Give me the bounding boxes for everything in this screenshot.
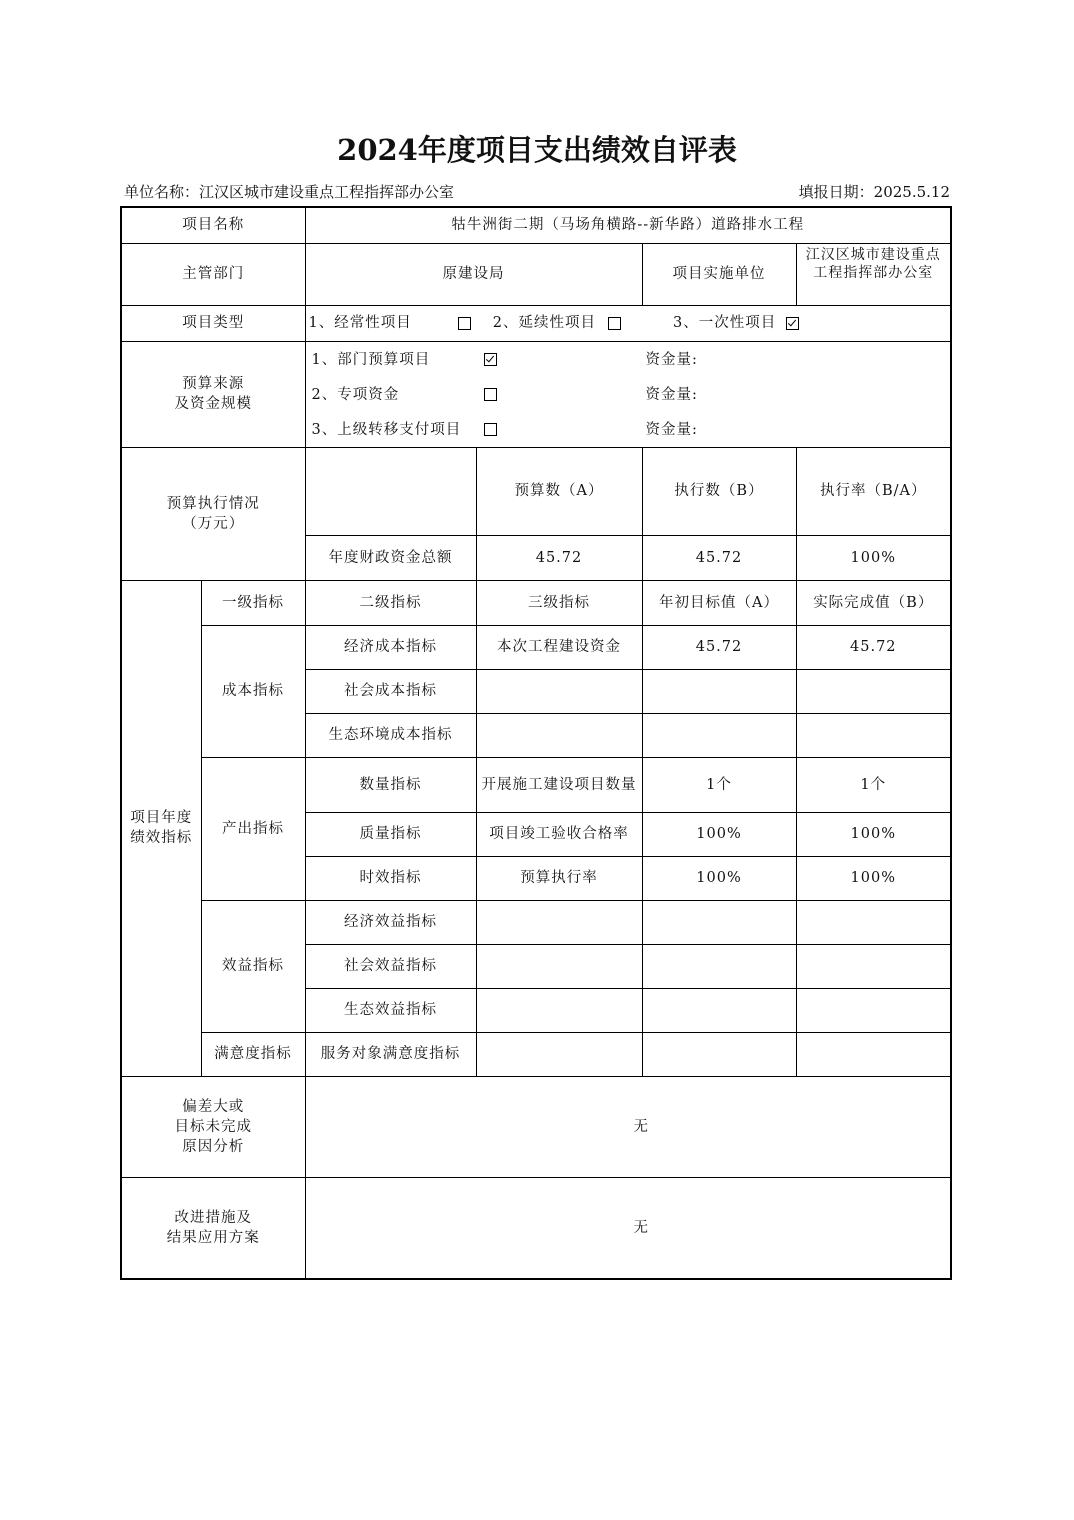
head-actual: 实际完成值（B）	[796, 580, 951, 625]
output-target: 1个	[642, 757, 796, 812]
dept-value: 原建设局	[305, 243, 642, 305]
source-item-label: 3、上级转移支付项目	[311, 421, 462, 438]
type-option-3: 3、一次性项目	[672, 315, 777, 331]
satisfaction-actual	[796, 1032, 951, 1076]
impl-unit-label: 项目实施单位	[642, 243, 796, 305]
table-row	[121, 1032, 951, 1076]
benefit-l3	[476, 900, 642, 944]
unit-name: 单位名称：江汉区城市建设重点工程指挥部办公室	[124, 183, 455, 201]
cost-target	[642, 713, 796, 757]
cost-l3	[476, 669, 642, 713]
output-l3: 开展施工建设项目数量	[476, 757, 642, 812]
exec-blank-cell	[305, 447, 476, 535]
output-actual: 100%	[796, 856, 951, 900]
budget-exec-label: 预算执行情况 （万元）	[121, 447, 305, 580]
benefit-l2: 社会效益指标	[305, 944, 476, 988]
exec-b: 45.72	[642, 535, 796, 580]
project-type-options	[305, 305, 951, 341]
head-level3: 三级指标	[476, 580, 642, 625]
self-evaluation-table	[120, 206, 952, 1280]
source-checkbox-3[interactable]	[484, 423, 497, 436]
exec-head-rate: 执行率（B/A）	[796, 447, 951, 535]
benefit-target	[642, 944, 796, 988]
table-row	[121, 625, 951, 669]
perf-indicator-label: 项目年度 绩效指标	[121, 580, 201, 1076]
cost-l3: 本次工程建设资金	[476, 625, 642, 669]
source-checkbox-2[interactable]	[484, 388, 497, 401]
cost-target	[642, 669, 796, 713]
head-level2: 二级指标	[305, 580, 476, 625]
benefit-l2: 生态效益指标	[305, 988, 476, 1032]
cost-l3	[476, 713, 642, 757]
type-option-1: 1、经常性项目	[308, 315, 412, 331]
exec-a: 45.72	[476, 535, 642, 580]
benefit-l2: 经济效益指标	[305, 900, 476, 944]
exec-head-b: 执行数（B）	[642, 447, 796, 535]
head-level1: 一级指标	[201, 580, 305, 625]
project-name-label: 项目名称	[121, 207, 305, 243]
type-checkbox-1[interactable]	[458, 317, 471, 330]
cost-l2: 社会成本指标	[305, 669, 476, 713]
cost-actual	[796, 669, 951, 713]
benefit-target	[642, 900, 796, 944]
source-amount-label: 资金量:	[645, 421, 698, 438]
budget-source-label: 预算来源 及资金规模	[121, 341, 305, 447]
source-item	[306, 342, 951, 377]
source-amount-label: 资金量:	[645, 386, 698, 403]
cost-indicator-label: 成本指标	[201, 625, 305, 757]
output-l2: 数量指标	[305, 757, 476, 812]
output-actual: 1个	[796, 757, 951, 812]
output-l2: 时效指标	[305, 856, 476, 900]
benefit-actual	[796, 988, 951, 1032]
type-checkbox-3[interactable]	[786, 317, 799, 330]
benefit-target	[642, 988, 796, 1032]
source-item	[306, 412, 951, 447]
source-amount-label: 资金量:	[645, 351, 698, 368]
cost-l2: 经济成本指标	[305, 625, 476, 669]
deviation-label: 偏差大或 目标未完成 原因分析	[121, 1076, 305, 1177]
type-option-2: 2、延续性项目	[492, 315, 596, 331]
improvement-label: 改进措施及 结果应用方案	[121, 1177, 305, 1279]
type-checkbox-2[interactable]	[608, 317, 621, 330]
exec-head-a: 预算数（A）	[476, 447, 642, 535]
head-target: 年初目标值（A）	[642, 580, 796, 625]
output-l3: 预算执行率	[476, 856, 642, 900]
table-row	[121, 757, 951, 812]
cost-l2: 生态环境成本指标	[305, 713, 476, 757]
source-item-label: 2、专项资金	[311, 386, 400, 403]
benefit-actual	[796, 900, 951, 944]
output-l2: 质量指标	[305, 812, 476, 856]
project-name-value: 牯牛洲街二期（马场角横路--新华路）道路排水工程	[305, 207, 951, 243]
exec-rate: 100%	[796, 535, 951, 580]
satisfaction-l3	[476, 1032, 642, 1076]
cost-target: 45.72	[642, 625, 796, 669]
dept-label: 主管部门	[121, 243, 305, 305]
satisfaction-l2: 服务对象满意度指标	[305, 1032, 476, 1076]
output-target: 100%	[642, 856, 796, 900]
cost-actual	[796, 713, 951, 757]
table-row	[121, 900, 951, 944]
source-checkbox-1[interactable]	[484, 353, 497, 366]
project-type-label: 项目类型	[121, 305, 305, 341]
benefit-l3	[476, 988, 642, 1032]
fill-date: 填报日期：2025.5.12	[798, 183, 950, 201]
benefit-l3	[476, 944, 642, 988]
page-title: 2024年度项目支出绩效自评表	[337, 133, 737, 167]
benefit-actual	[796, 944, 951, 988]
source-item	[306, 377, 951, 412]
deviation-value: 无	[305, 1076, 951, 1177]
output-actual: 100%	[796, 812, 951, 856]
improvement-value: 无	[305, 1177, 951, 1279]
budget-source-list	[305, 341, 951, 447]
output-target: 100%	[642, 812, 796, 856]
cost-actual: 45.72	[796, 625, 951, 669]
exec-row-label: 年度财政资金总额	[305, 535, 476, 580]
satisfaction-target	[642, 1032, 796, 1076]
benefit-indicator-label: 效益指标	[201, 900, 305, 1032]
satisfaction-indicator-label: 满意度指标	[201, 1032, 305, 1076]
source-item-label: 1、部门预算项目	[311, 351, 431, 368]
output-l3: 项目竣工验收合格率	[476, 812, 642, 856]
output-indicator-label: 产出指标	[201, 757, 305, 900]
impl-unit-value: 江汉区城市建设重点工程指挥部办公室	[796, 243, 951, 305]
